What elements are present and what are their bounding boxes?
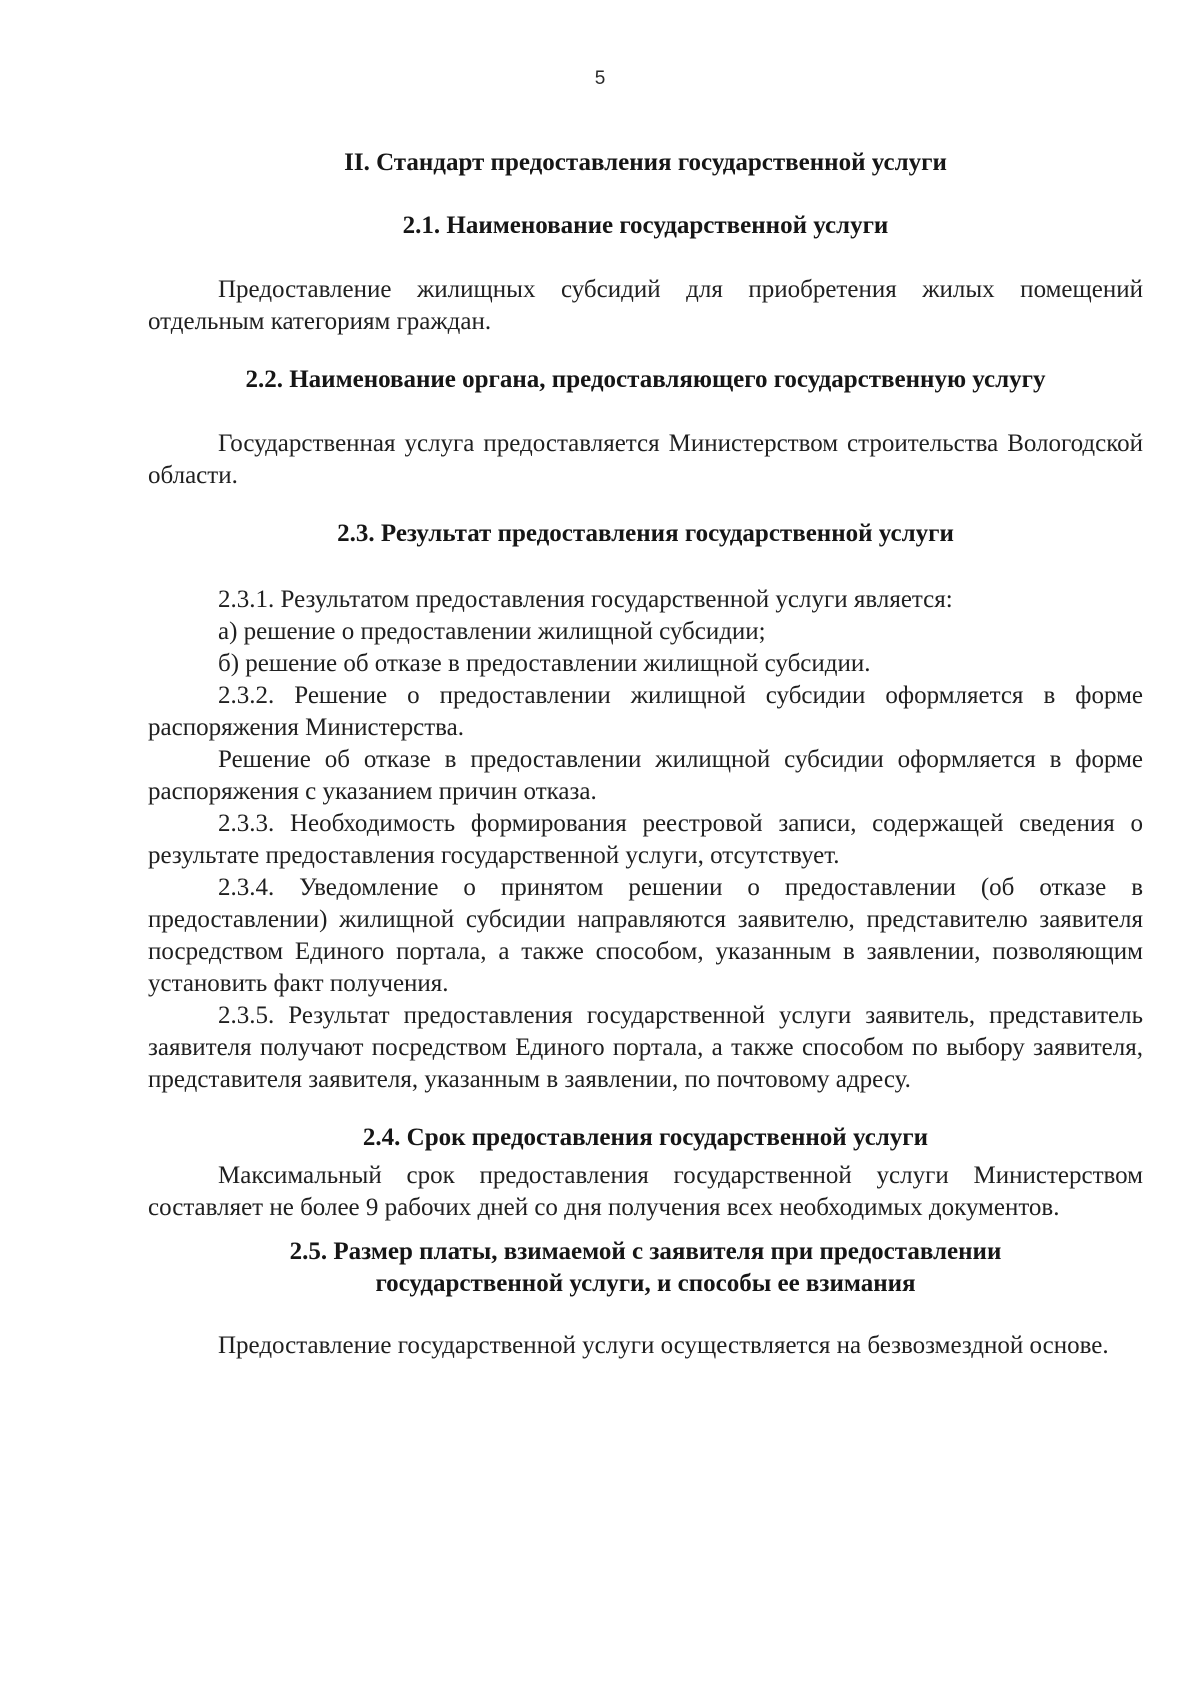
paragraph-2-3-4: 2.3.4. Уведомление о принятом решении о предоставлении (об отказе в предоставлении) жилищной субсидии направляются заявителю, представителю заявителя посредством Единого портала, а также способом, указанным в заявлении, позволяющим установить факт получения. <box>148 874 1143 997</box>
paragraph-refusal: Решение об отказе в предоставлении жилищной субсидии оформляется в форме распоряжения с указанием причин отказа. <box>148 746 1143 805</box>
heading-2-4: 2.4. Срок предоставления государственной услуги <box>362 1124 929 1151</box>
paragraph-2-3-2: 2.3.2. Решение о предоставлении жилищной субсидии оформляется в форме распоряжения Министерства. <box>148 682 1143 741</box>
paragraph-2-1: Предоставление жилищных субсидий для приобретения жилых помещений отдельным категориям граждан. <box>148 276 1143 335</box>
paragraph-2-3-5: 2.3.5. Результат предоставления государственной услуги заявитель, представитель заявителя получают посредством Единого портала, а также способом по выбору заявителя, представителя заявителя, указанным в заявлении, по почтовому адресу. <box>148 1002 1143 1093</box>
list-item-b: б) решение об отказе в предоставлении жилищной субсидии. <box>218 650 871 677</box>
paragraph-2-2: Государственная услуга предоставляется Министерством строительства Вологодской области. <box>148 430 1143 489</box>
paragraph-2-3-3: 2.3.3. Необходимость формирования реестровой записи, содержащей сведения о результате предоставления государственной услуги, отсутствует. <box>148 810 1143 869</box>
document-body <box>148 146 1143 1362</box>
heading-2-1: 2.1. Наименование государственной услуги <box>402 212 889 239</box>
heading-2-5-line-2: государственной услуги, и способы ее взимания <box>375 1270 916 1297</box>
paragraph-2-3-1: 2.3.1. Результатом предоставления государственной услуги является: <box>218 586 953 613</box>
heading-2-5-line-1: 2.5. Размер платы, взимаемой с заявителя при предоставлении <box>289 1238 1002 1265</box>
paragraph-2-4: Максимальный срок предоставления государственной услуги Министерством составляет не более 9 рабочих дней со дня получения всех необходимых документов. <box>148 1162 1143 1221</box>
paragraph-2-5: Предоставление государственной услуги осуществляется на безвозмездной основе. <box>218 1332 1109 1359</box>
page-number: 5 <box>594 68 606 89</box>
list-item-a: а) решение о предоставлении жилищной субсидии; <box>218 618 766 645</box>
heading-2-3: 2.3. Результат предоставления государственной услуги <box>337 520 954 547</box>
heading-2-2: 2.2. Наименование органа, предоставляющего государственную услугу <box>245 366 1046 393</box>
section-title: II. Стандарт предоставления государственной услуги <box>344 149 947 176</box>
